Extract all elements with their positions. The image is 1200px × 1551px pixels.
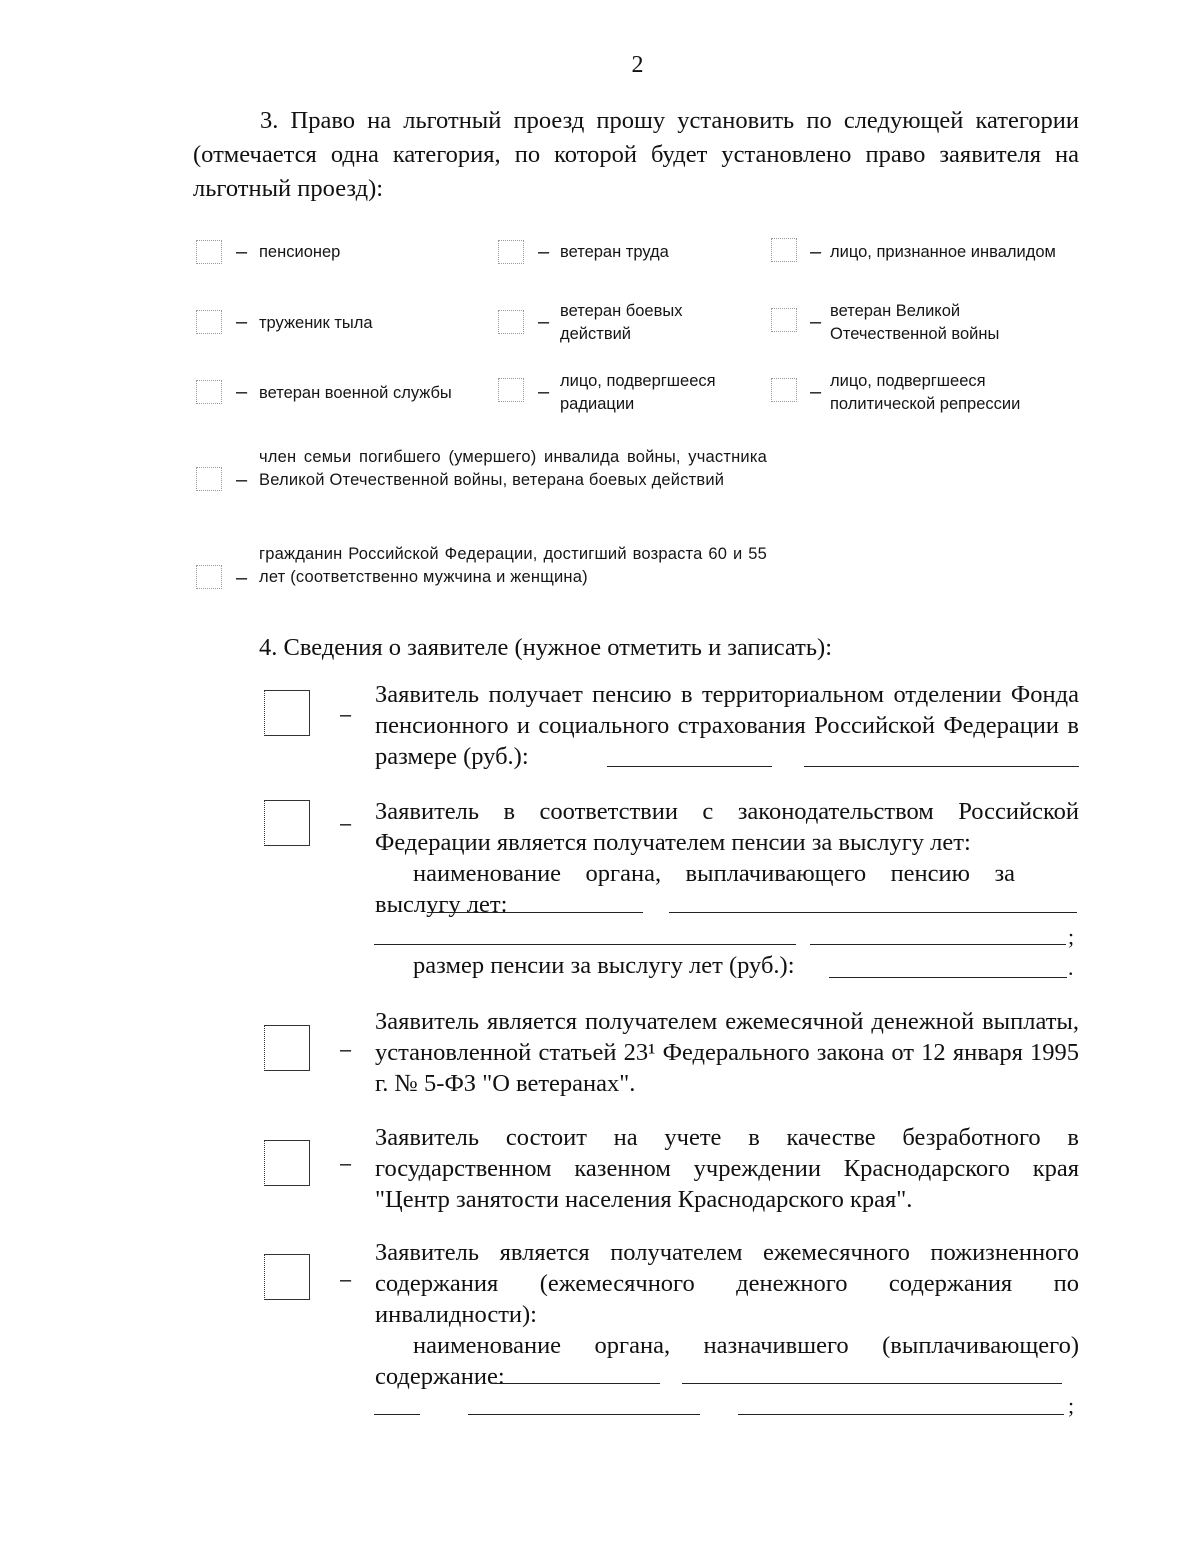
- dash: –: [340, 813, 352, 835]
- pension-amount-field-extra[interactable]: [804, 766, 1079, 767]
- period: .: [1068, 955, 1074, 980]
- dash: –: [340, 1269, 352, 1291]
- long-service-org-field-4[interactable]: [810, 944, 1066, 945]
- dash: –: [236, 311, 248, 333]
- long-service-org-label: наименование органа, выплачивающего пенсию за выслугу лет:: [375, 860, 1015, 918]
- section-3-text: [193, 104, 1079, 206]
- checkbox-monthly-payment[interactable]: [264, 1025, 310, 1071]
- long-service-amount-field[interactable]: [829, 977, 1067, 978]
- item-long-service-paragraph: Заявитель в соответствии с законодательством Российской Федерации является получателем пенсии за выслугу лет:: [375, 798, 1079, 856]
- dash: –: [340, 1039, 352, 1061]
- lifetime-allowance-org-field-4[interactable]: [468, 1414, 700, 1415]
- item-unemployed-paragraph: Заявитель состоит на учете в качестве безработного в государственном казенном учреждении Краснодарского края "Центр занятости населения Краснодарского края".: [375, 1124, 1079, 1213]
- section-4-title: 4. Сведения о заявителе (нужное отметить и записать):: [259, 634, 833, 661]
- lifetime-allowance-org-field-3[interactable]: [374, 1414, 420, 1415]
- checkbox-lifetime-allowance[interactable]: [264, 1254, 310, 1300]
- lifetime-allowance-org-label: наименование органа, назначившего (выплачивающего) содержание:: [375, 1332, 1079, 1390]
- item-monthly-payment-text: [375, 1006, 1079, 1099]
- lifetime-allowance-org-field-2[interactable]: [682, 1383, 1062, 1384]
- checkbox-unemployed[interactable]: [264, 1140, 310, 1186]
- item-monthly-payment-paragraph: Заявитель является получателем ежемесячной денежной выплаты, установленной статьей 23¹ Федерального закона от 12 января 1995 г. № 5-ФЗ "О ветеранах".: [375, 1008, 1079, 1097]
- category-label-combat-veteran: ветеран боевых действий: [560, 302, 683, 343]
- category-label-labor-veteran: ветеран труда: [560, 243, 669, 261]
- long-service-org-field[interactable]: [427, 912, 643, 913]
- category-label-disabled: лицо, признанное инвалидом: [830, 243, 1056, 261]
- checkbox-ww2-veteran[interactable]: [771, 308, 797, 332]
- category-label-pensioner: пенсионер: [259, 243, 341, 261]
- category-label-radiation: лицо, подвергшееся радиации: [560, 372, 716, 413]
- checkbox-pensioner[interactable]: [196, 240, 222, 264]
- lifetime-allowance-org-field-5[interactable]: [738, 1414, 1064, 1415]
- item-lifetime-allowance-text: [375, 1237, 1079, 1392]
- checkbox-military-service-veteran[interactable]: [196, 380, 222, 404]
- long-service-org-field-2[interactable]: [669, 912, 1077, 913]
- dash: –: [236, 567, 248, 589]
- item-lifetime-allowance-paragraph: Заявитель является получателем ежемесячного пожизненного содержания (ежемесячного денежного содержания по инвалидности):: [375, 1239, 1079, 1328]
- checkbox-disabled[interactable]: [771, 238, 797, 262]
- checkbox-home-front-worker[interactable]: [196, 310, 222, 334]
- checkbox-pension-fund[interactable]: [264, 690, 310, 736]
- section-3-paragraph: 3. Право на льготный проезд прошу установить по следующей категории (отмечается одна категория, по которой будет установлено право заявителя на льготный проезд):: [193, 107, 1079, 202]
- item-pension-fund-text: [375, 679, 1079, 772]
- dash: –: [340, 1153, 352, 1175]
- dash: –: [236, 469, 248, 491]
- dash: –: [236, 241, 248, 263]
- dash: –: [810, 241, 822, 263]
- item-long-service-text: [375, 796, 1079, 920]
- category-label-political-repression: лицо, подвергшееся политической репрессии: [830, 372, 1021, 413]
- category-label-ww2-veteran: ветеран Великой Отечественной войны: [830, 302, 1000, 343]
- checkbox-citizen-of-age[interactable]: [196, 565, 222, 589]
- checkbox-long-service-pension[interactable]: [264, 800, 310, 846]
- semicolon: ;: [1068, 1393, 1075, 1418]
- semicolon: ;: [1068, 924, 1075, 949]
- dash: –: [340, 704, 352, 726]
- long-service-org-field-3[interactable]: [374, 944, 796, 945]
- checkbox-combat-veteran[interactable]: [498, 310, 524, 334]
- dash: –: [236, 381, 248, 403]
- dash: –: [810, 381, 822, 403]
- dash: –: [810, 311, 822, 333]
- category-label-military-service-veteran: ветеран военной службы: [259, 384, 452, 402]
- item-unemployed-text: [375, 1122, 1079, 1215]
- item-pension-fund-paragraph: Заявитель получает пенсию в территориальном отделении Фонда пенсионного и социального страхования Российской Федерации в размере (руб.):: [375, 681, 1079, 770]
- lifetime-allowance-org-field[interactable]: [492, 1383, 660, 1384]
- category-label-citizen-of-age: гражданин Российской Федерации, достигший возраста 60 и 55 лет (соответственно мужчина и женщина): [259, 545, 767, 586]
- category-label-home-front-worker: труженик тыла: [259, 314, 373, 332]
- page-number: 2: [631, 52, 644, 78]
- dash: –: [538, 311, 550, 333]
- checkbox-political-repression[interactable]: [771, 378, 797, 402]
- checkbox-radiation[interactable]: [498, 378, 524, 402]
- checkbox-labor-veteran[interactable]: [498, 240, 524, 264]
- checkbox-family-member[interactable]: [196, 467, 222, 491]
- category-label-family-member: член семьи погибшего (умершего) инвалида войны, участника Великой Отечественной войны, ветерана боевых действий: [259, 448, 767, 489]
- dash: –: [538, 381, 550, 403]
- pension-amount-field[interactable]: [607, 766, 772, 767]
- dash: –: [538, 241, 550, 263]
- long-service-amount-label: размер пенсии за выслугу лет (руб.):: [413, 952, 795, 979]
